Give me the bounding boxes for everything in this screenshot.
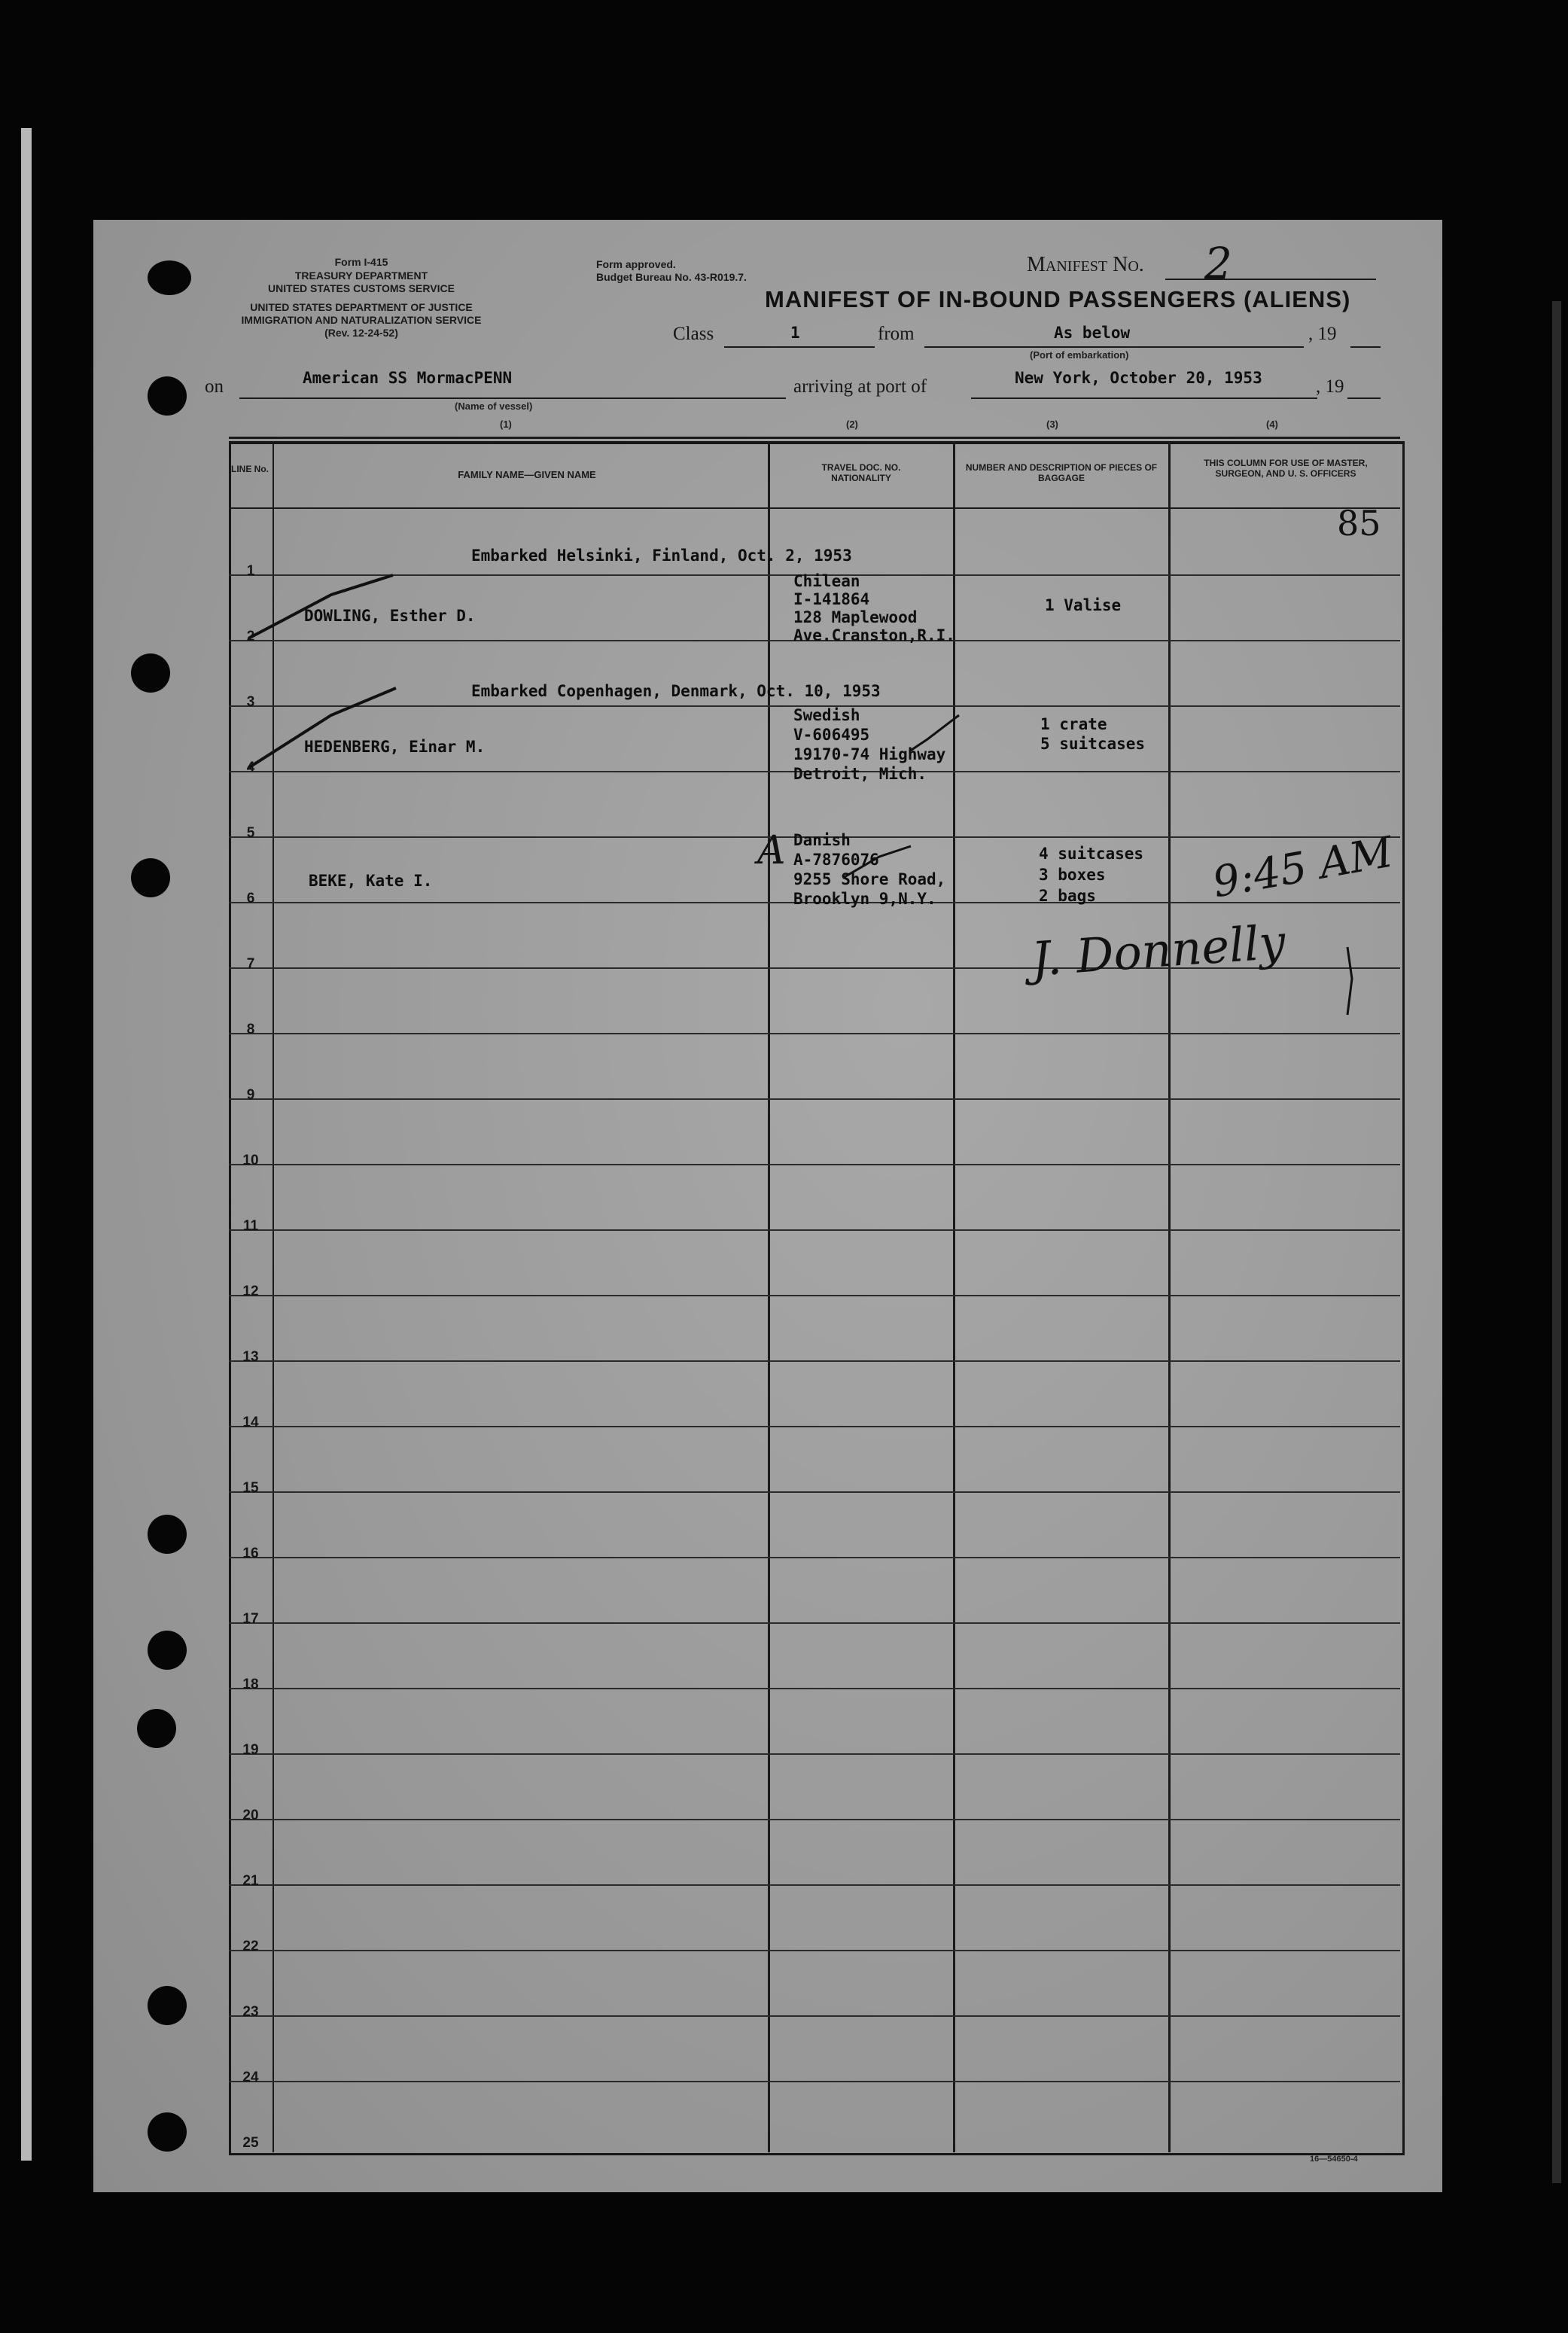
row-number: 4 [246,760,255,775]
row-number: 17 [242,1611,259,1627]
manifest-title: MANIFEST OF IN-BOUND PASSENGERS (ALIENS) [765,286,1351,312]
form-number: Form I-415 [334,256,388,268]
handwritten-signature: J. Donnelly [1029,914,1287,987]
row-number: 6 [246,891,255,906]
arriving-label: arriving at port of [793,376,927,397]
signature-underline [1347,947,1352,1015]
check-mark-4 [843,846,911,878]
manifest-no-label: Manifest No. [1027,253,1144,276]
row-number: 22 [242,1939,259,1954]
row-number: 3 [246,694,255,710]
passenger-1-name: DOWLING, Esther D. [304,607,476,625]
check-mark-3 [909,715,959,751]
row-number: 13 [242,1349,259,1365]
row-number: 5 [246,825,255,841]
revision: (Rev. 12-24-52) [324,327,398,339]
form-approved: Form approved. [596,258,676,270]
passenger-2-doc-line-3: 19170-74 Highway [793,745,946,763]
budget-bureau: Budget Bureau No. 43-R019.7. [596,271,747,283]
on-label: on [205,376,224,397]
row-number: 21 [242,1873,259,1889]
caption-3: (3) [1046,419,1058,430]
passenger-3-baggage-line-1: 4 suitcases [1039,845,1144,863]
vessel-caption: (Name of vessel) [455,401,533,412]
passenger-3-doc-line-2: A-7876076 [793,851,879,869]
col-header-line-no: LINE No. [231,464,269,474]
passenger-2-doc-line-1: Swedish [793,706,860,724]
col-header-travel-doc: TRAVEL DOC. NO. NATIONALITY [821,462,901,483]
port-embarkation-caption: (Port of embarkation) [1030,349,1129,361]
row-number: 10 [242,1153,259,1168]
from-year: , 19 [1308,324,1337,344]
passenger-2-doc-line-2: V-606495 [793,726,870,744]
passenger-1-baggage: 1 Valise [1045,596,1122,614]
row-number: 12 [242,1284,259,1299]
row-number: 20 [242,1808,259,1823]
row-number: 11 [242,1218,259,1234]
arrival-value: New York, October 20, 1953 [1015,369,1262,387]
passenger-2-baggage-line-2: 5 suitcases [1040,735,1146,753]
row-number: 9 [246,1087,255,1103]
treasury-department: TREASURY DEPARTMENT [294,270,428,282]
class-label: Class [673,324,714,344]
passenger-3-baggage-line-2: 3 boxes [1039,866,1106,884]
class-value: 1 [790,324,800,342]
passenger-1-doc-line-1: Chilean [793,572,860,590]
caption-4: (4) [1266,419,1278,430]
from-label: from [878,324,915,344]
row-number: 14 [242,1415,259,1430]
row-number: 18 [242,1677,259,1692]
row-number: 19 [242,1742,259,1758]
vessel-value: American SS MormacPENN [303,369,513,387]
passenger-3-baggage-line-3: 2 bags [1039,887,1096,905]
col-header-name: FAMILY NAME—GIVEN NAME [458,469,596,480]
row-number: 24 [242,2070,259,2085]
from-value: As below [1054,324,1131,342]
arrival-year: , 19 [1316,376,1344,397]
passenger-3-name: BEKE, Kate I. [309,872,433,890]
handwritten-time: 9:45 AM [1209,827,1397,908]
passenger-1-doc-line-3: 128 Maplewood [793,608,918,626]
row-number: 23 [242,2004,259,2020]
customs-service: UNITED STATES CUSTOMS SERVICE [268,282,455,294]
row-number: 8 [246,1022,255,1037]
department-of-justice: UNITED STATES DEPARTMENT OF JUSTICE [250,301,473,313]
check-mark-2 [248,688,396,768]
manifest-no-value: 2 [1204,238,1232,289]
col-header-baggage: NUMBER AND DESCRIPTION OF PIECES OF BAGGAGE [965,462,1158,483]
col-header-officers: THIS COLUMN FOR USE OF MASTER, SURGEON, AND U. S. OFFICERS [1204,458,1368,479]
passenger-3-doc-line-1: Danish [793,831,851,849]
passenger-2-name: HEDENBERG, Einar M. [304,738,486,756]
row-number: 7 [246,956,255,972]
passenger-1-doc-line-2: I-141864 [793,590,870,608]
caption-2: (2) [846,419,858,430]
handwritten-mark-a: A [757,828,786,873]
passenger-2-doc-line-4: Detroit, Mich. [793,765,927,783]
row-number: 25 [242,2135,259,2151]
passenger-2-baggage-line-1: 1 crate [1040,715,1107,733]
passenger-1-doc-line-4: Ave.Cranston,R.I. [793,626,955,644]
row-number: 1 [246,563,255,579]
embarked-copenhagen: Embarked Copenhagen, Denmark, Oct. 10, 1953 [471,682,881,700]
caption-1: (1) [500,419,512,430]
passenger-3-doc-line-4: Brooklyn 9,N.Y. [793,890,936,908]
ins: IMMIGRATION AND NATURALIZATION SERVICE [241,314,482,326]
check-mark-1 [248,575,393,638]
page-number: 85 [1337,503,1381,544]
row-number: 2 [246,629,255,644]
embarked-helsinki: Embarked Helsinki, Finland, Oct. 2, 1953 [471,547,852,565]
row-number: 16 [242,1546,259,1561]
row-number: 15 [242,1480,259,1496]
passenger-3-doc-line-3: 9255 Shore Road, [793,870,946,888]
footer-code: 16—54650-4 [1310,2155,1358,2164]
